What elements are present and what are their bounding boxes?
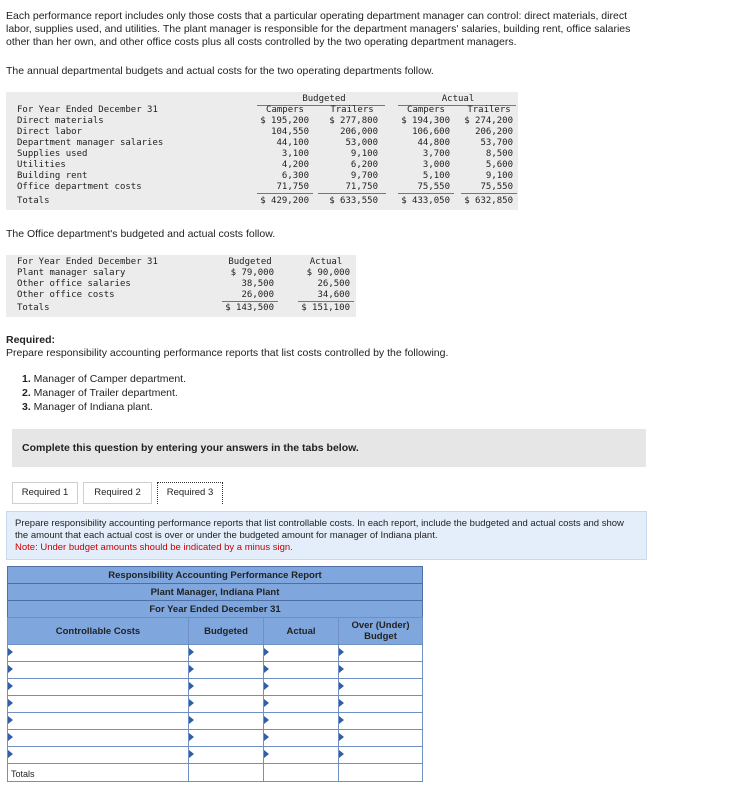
actual-cell xyxy=(263,661,339,679)
report-title: Responsibility Accounting Performance Report xyxy=(7,566,423,584)
cell: 34,600 xyxy=(317,290,350,300)
actual-cell xyxy=(263,746,339,764)
row-label: Direct labor xyxy=(17,127,83,137)
cell: 53,700 xyxy=(480,138,513,148)
cell: 206,000 xyxy=(340,127,378,137)
intro-line-1: Each performance report includes only those costs that a particular operating department manager can control: direct materials, direct xyxy=(6,10,627,22)
dropdown-arrow-icon xyxy=(8,648,13,656)
over-cell xyxy=(338,712,423,730)
budgeted-cell xyxy=(188,712,264,730)
budget-row-header: For Year Ended December 31 xyxy=(17,105,158,115)
group-header-actual: Actual xyxy=(441,94,475,104)
intro-line-2: labor, supplies used, and utilities. The plant manager is responsible for the department managers' salaries, building rent, office salaries xyxy=(6,23,631,35)
cell: 106,600 xyxy=(412,127,450,137)
cost-cell xyxy=(7,661,189,679)
performance-report xyxy=(7,566,423,782)
col-actual: Actual xyxy=(263,617,339,645)
dropdown-arrow-icon xyxy=(8,699,13,707)
cell: 5,100 xyxy=(422,171,450,181)
dropdown-arrow-icon xyxy=(339,716,344,724)
cell: $ 194,300 xyxy=(401,116,450,126)
col-office-actual: Actual xyxy=(309,257,343,267)
dropdown-arrow-icon xyxy=(264,648,269,656)
office-intro: The Office department's budgeted and actual costs follow. xyxy=(6,228,276,240)
required-item-1: 1. Manager of Camper department. xyxy=(22,373,187,385)
cell: 3,700 xyxy=(422,149,450,159)
tab-required-3[interactable]: Required 3 xyxy=(157,482,223,504)
total-budgeted-cell xyxy=(188,763,264,782)
total-cell: $ 429,200 xyxy=(260,196,309,206)
cell: 38,500 xyxy=(241,279,274,289)
total-over-input[interactable] xyxy=(339,766,422,783)
dropdown-arrow-icon xyxy=(339,665,344,673)
dropdown-arrow-icon xyxy=(264,733,269,741)
panel-note: Note: Under budget amounts should be indicated by a minus sign. xyxy=(15,542,293,553)
intro-line-3: other than her own, and other office costs plus all costs controlled by the two operating department managers. xyxy=(6,36,517,48)
dropdown-arrow-icon xyxy=(339,699,344,707)
total-cell: $ 632,850 xyxy=(464,196,513,206)
dropdown-arrow-icon xyxy=(189,682,194,690)
dropdown-arrow-icon xyxy=(189,665,194,673)
office-row-header: For Year Ended December 31 xyxy=(17,257,158,267)
row-label: Building rent xyxy=(17,171,88,181)
cell: 5,600 xyxy=(485,160,513,170)
cell: 26,500 xyxy=(317,279,350,289)
cell: 44,800 xyxy=(417,138,450,148)
row-label: Direct materials xyxy=(17,116,104,126)
dropdown-arrow-icon xyxy=(264,716,269,724)
row-label: Department manager salaries xyxy=(17,138,164,148)
dropdown-arrow-icon xyxy=(8,665,13,673)
dropdown-arrow-icon xyxy=(264,750,269,758)
cell: 44,100 xyxy=(276,138,309,148)
cell: $ 274,200 xyxy=(464,116,513,126)
cell: 9,100 xyxy=(350,149,378,159)
budgeted-cell xyxy=(188,729,264,747)
col-over-under-budget: Over (Under) Budget xyxy=(338,617,423,645)
dropdown-arrow-icon xyxy=(8,682,13,690)
col-actual-campers: Campers xyxy=(407,105,445,115)
report-totals-label: Totals xyxy=(7,763,189,782)
budgeted-cell xyxy=(188,695,264,713)
cost-cell xyxy=(7,644,189,662)
col-office-budgeted: Budgeted xyxy=(228,257,272,267)
panel-text: Prepare responsibility accounting performance reports that list controllable costs. In each report, include the budgeted and actual costs and show the amount that each actual cost is over or under the budgeted amount for manager of Indiana plant. xyxy=(15,518,624,541)
tab-required-1[interactable]: Required 1 xyxy=(12,482,78,504)
cell: $ 79,000 xyxy=(230,268,274,278)
total-budgeted-input[interactable] xyxy=(189,766,263,783)
total-over-cell xyxy=(338,763,423,782)
cost-cell xyxy=(7,712,189,730)
row-label: Other office costs xyxy=(17,290,115,300)
cell: $ 195,200 xyxy=(260,116,309,126)
col-budgeted-campers: Campers xyxy=(266,105,304,115)
over-cell xyxy=(338,695,423,713)
cell: 6,300 xyxy=(281,171,309,181)
required-title: Required: xyxy=(6,334,56,346)
cell: 75,550 xyxy=(417,182,450,192)
col-budgeted: Budgeted xyxy=(188,617,264,645)
cell: 9,100 xyxy=(485,171,513,181)
dropdown-arrow-icon xyxy=(264,699,269,707)
over-cell xyxy=(338,644,423,662)
col-budgeted-trailers: Trailers xyxy=(330,105,374,115)
budgeted-cell xyxy=(188,678,264,696)
row-label: Plant manager salary xyxy=(17,268,126,278)
row-label: Other office salaries xyxy=(17,279,131,289)
dropdown-arrow-icon xyxy=(8,733,13,741)
total-actual-input[interactable] xyxy=(264,766,338,783)
cell: 4,200 xyxy=(281,160,309,170)
office-cost-table xyxy=(6,255,356,317)
cost-cell xyxy=(7,678,189,696)
totals-label: Totals xyxy=(17,303,50,313)
cell: 104,550 xyxy=(271,127,309,137)
over-cell xyxy=(338,729,423,747)
total-cell: $ 151,100 xyxy=(301,303,350,313)
dropdown-arrow-icon xyxy=(264,665,269,673)
col-controllable-costs: Controllable Costs xyxy=(7,617,189,645)
dropdown-arrow-icon xyxy=(8,716,13,724)
required-prompt: Prepare responsibility accounting performance reports that list costs controlled by the following. xyxy=(6,347,449,359)
cell: 71,750 xyxy=(276,182,309,192)
dropdown-arrow-icon xyxy=(189,750,194,758)
cell: 6,200 xyxy=(350,160,378,170)
row-label: Supplies used xyxy=(17,149,88,159)
dropdown-arrow-icon xyxy=(189,699,194,707)
actual-cell xyxy=(263,644,339,662)
dropdown-arrow-icon xyxy=(189,733,194,741)
total-cell: $ 433,050 xyxy=(401,196,450,206)
dropdown-arrow-icon xyxy=(339,682,344,690)
department-budget-table xyxy=(6,92,518,210)
dropdown-arrow-icon xyxy=(8,750,13,758)
row-label: Office department costs xyxy=(17,182,142,192)
required-item-2: 2. Manager of Trailer department. xyxy=(22,387,178,399)
budgeted-cell xyxy=(188,746,264,764)
row-label: Utilities xyxy=(17,160,66,170)
budgeted-cell xyxy=(188,661,264,679)
cell: 71,750 xyxy=(345,182,378,192)
required-list xyxy=(22,372,186,414)
report-period: For Year Ended December 31 xyxy=(7,600,423,618)
cell: $ 90,000 xyxy=(306,268,350,278)
tab-required-2[interactable]: Required 2 xyxy=(83,482,152,504)
over-cell xyxy=(338,678,423,696)
cell: 75,550 xyxy=(480,182,513,192)
col-actual-trailers: Trailers xyxy=(467,105,511,115)
required-item-3: 3. Manager of Indiana plant. xyxy=(22,401,153,413)
dropdown-arrow-icon xyxy=(339,648,344,656)
tab-panel-instructions xyxy=(6,511,647,560)
cost-cell xyxy=(7,729,189,747)
cost-cell xyxy=(7,695,189,713)
cell: 8,500 xyxy=(485,149,513,159)
group-header-budgeted: Budgeted xyxy=(302,94,346,104)
dropdown-arrow-icon xyxy=(264,682,269,690)
totals-label: Totals xyxy=(17,196,50,206)
budgeted-cell xyxy=(188,644,264,662)
total-cell: $ 633,550 xyxy=(329,196,378,206)
dropdown-arrow-icon xyxy=(339,733,344,741)
cell: 9,700 xyxy=(350,171,378,181)
actual-cell xyxy=(263,712,339,730)
total-cell: $ 143,500 xyxy=(225,303,274,313)
cost-cell xyxy=(7,746,189,764)
cell: $ 277,800 xyxy=(329,116,378,126)
report-subtitle: Plant Manager, Indiana Plant xyxy=(7,583,423,601)
total-actual-cell xyxy=(263,763,339,782)
over-cell xyxy=(338,661,423,679)
cell: 26,000 xyxy=(241,290,274,300)
actual-cell xyxy=(263,678,339,696)
dropdown-arrow-icon xyxy=(189,716,194,724)
instruction-bar: Complete this question by entering your answers in the tabs below. xyxy=(12,429,646,467)
actual-cell xyxy=(263,695,339,713)
cell: 3,100 xyxy=(281,149,309,159)
cell: 3,000 xyxy=(422,160,450,170)
actual-cell xyxy=(263,729,339,747)
cell: 53,000 xyxy=(345,138,378,148)
budgets-intro: The annual departmental budgets and actual costs for the two operating departments follow. xyxy=(6,65,434,77)
dropdown-arrow-icon xyxy=(189,648,194,656)
cell: 206,200 xyxy=(475,127,513,137)
over-cell xyxy=(338,746,423,764)
dropdown-arrow-icon xyxy=(339,750,344,758)
